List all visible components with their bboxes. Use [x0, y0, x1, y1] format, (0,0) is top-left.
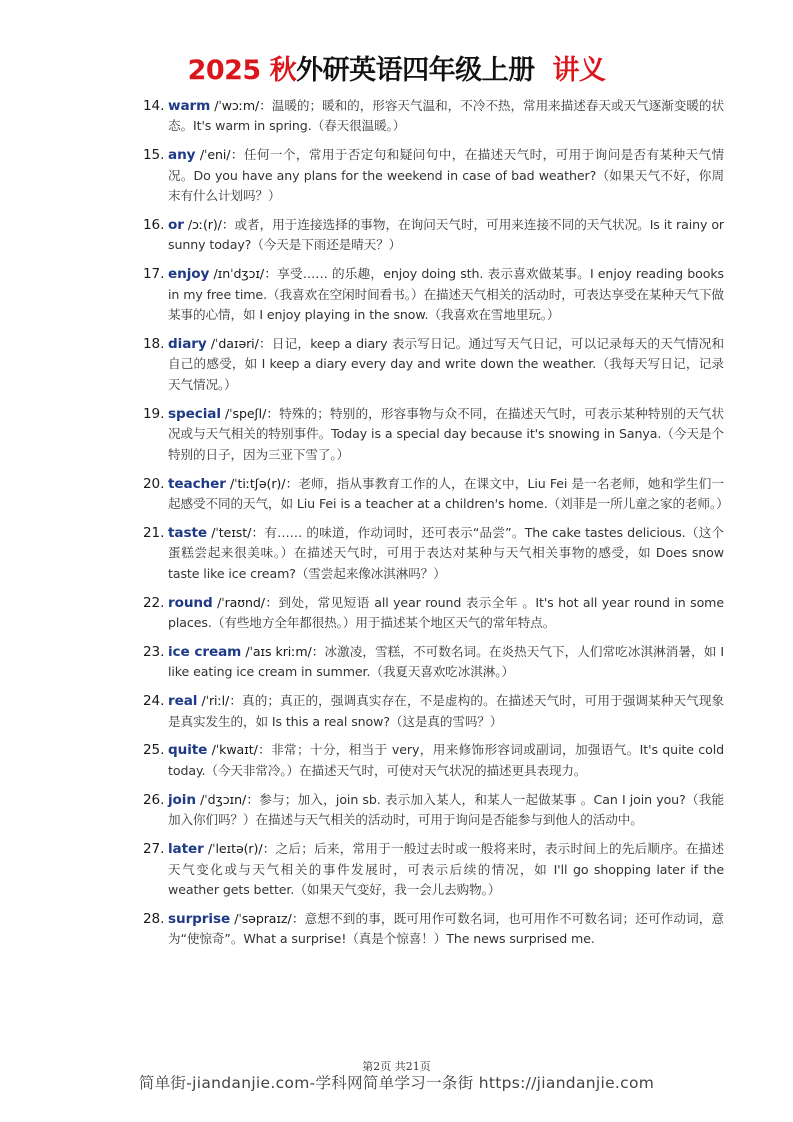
entry-word: warm — [168, 98, 211, 114]
entry-word: quite — [168, 742, 208, 759]
entry-number: 20. — [143, 475, 165, 492]
entry-phonetic: /ˈeni/： — [199, 147, 244, 163]
entry-word: enjoy — [168, 266, 210, 283]
entry-phonetic: /ˈsəpraɪz/： — [234, 910, 305, 926]
entry-word: special — [168, 405, 221, 422]
vocabulary-entry — [138, 523, 724, 584]
entry-definition: 参与；加入，join sb. 表示加入某人，和某人一起做某事 。Can I join you?（我能加入你们吗？）在描述与天气相关的活动时，可用于询问是否能参与到他人的活动中。 — [168, 791, 725, 828]
entry-number: 22. — [143, 594, 165, 611]
entry-number: 26. — [143, 791, 165, 808]
entry-definition: 冰激凌，雪糕，不可数名词。在炎热天气下，人们常吃冰淇淋消暑，如 I like eating ice cream in summer.（我夏天喜欢吃冰淇淋。） — [168, 643, 725, 680]
entry-number: 15. — [143, 147, 165, 164]
entry-definition: 温暖的；暖和的，形容天气温和，不冷不热，常用来描述春天或天气逐渐变暖的状态。It's warm in spring.（春天很温暖。） — [168, 98, 724, 134]
entry-phonetic: /ˈaɪs kriːm/： — [245, 643, 325, 659]
entry-phonetic: /ˈriːl/： — [201, 693, 243, 709]
entry-word: diary — [168, 336, 207, 353]
vocabulary-entry — [138, 839, 724, 900]
entry-phonetic: /ˈraʊnd/： — [217, 594, 279, 610]
entry-number: 16. — [143, 217, 165, 234]
entry-number: 21. — [143, 524, 165, 541]
vocabulary-entry — [138, 264, 724, 325]
entry-word: any — [168, 147, 196, 164]
entry-number: 27. — [143, 841, 165, 858]
entry-definition: 到处，常见短语 all year round 表示全年 。It's hot all year round in some places.（有些地方全年都很热。）用于描述某个地区天气的常年特点。 — [168, 594, 724, 630]
entry-definition: 真的；真正的，强调真实存在，不是虚构的。在描述天气时，可用于强调某种天气现象是真实发生的，如 Is this a real snow?（这是真的雪吗？） — [168, 693, 725, 729]
vocabulary-entry — [138, 790, 724, 831]
page-title — [0, 54, 793, 88]
entry-phonetic: /ˈteɪst/： — [211, 524, 265, 540]
entry-word: round — [168, 594, 213, 611]
entry-number: 24. — [143, 693, 165, 710]
page-number: 第2页 共21页 — [362, 1060, 431, 1073]
vocabulary-entry — [138, 740, 724, 781]
entry-word: ice cream — [168, 643, 242, 660]
entry-number: 17. — [143, 266, 165, 283]
vocabulary-entry — [138, 96, 724, 137]
vocabulary-entry — [138, 334, 724, 395]
entry-definition: 享受…… 的乐趣，enjoy doing sth. 表示喜欢做某事。I enjoy reading books in my free time.（我喜欢在空闲时间看书。）在描述天气相关的活动时，可表达享受在某种天气下做某事的心情，如 I enjoy playing in the snow.（我喜欢在雪地里玩。） — [168, 266, 724, 323]
entry-phonetic: /ˈkwaɪt/： — [211, 742, 272, 758]
entry-number: 19. — [143, 405, 165, 422]
vocabulary-entry — [138, 909, 724, 950]
title-year-season: 2025 秋 — [187, 55, 297, 86]
entry-number: 14. — [143, 98, 165, 114]
vocabulary-entry — [138, 404, 724, 465]
entry-definition: 意想不到的事，既可用作可数名词，也可用作不可数名词；还可作动词，意为“使惊奇”。What a surprise!（真是个惊喜！）The news surprised me. — [168, 910, 725, 947]
title-handout: 讲义 — [552, 55, 606, 86]
vocabulary-entry — [138, 145, 724, 206]
entry-definition: 之后；后来，常用于一般过去时或一般将来时，表示时间上的先后顺序。在描述天气变化或与天气相关的事件发展时，可表示后续的情况，如 I'll go shopping later if the weather gets better.（如果天气变好，我一会儿去购物。） — [168, 841, 724, 897]
entry-phonetic: /ˈdaɪəri/： — [210, 336, 272, 352]
entry-definition: 日记，keep a diary 表示写日记。通过写天气日记，可以记录每天的天气情况和自己的感受，如 I keep a diary every day and write down the weather.（我每天写日记，记录天气情况。） — [168, 336, 725, 392]
entry-definition: 有…… 的味道，作动词时，还可表示“品尝”。The cake tastes delicious.（这个蛋糕尝起来很美味。）在描述天气时，可用于表达对某种与天气相关事物的感受，如 Does snow taste like ice cream?（雪尝起来像冰淇淋吗？） — [168, 524, 724, 581]
title-subject: 外研英语四年级上册 — [296, 55, 535, 86]
entry-word: taste — [168, 524, 207, 541]
entry-word: real — [168, 693, 198, 710]
entry-phonetic: /ɔː(r)/： — [187, 217, 235, 233]
vocabulary-list — [138, 96, 729, 958]
entry-word: later — [168, 841, 204, 858]
entry-definition: 非常；十分，相当于 very，用来修饰形容词或副词，加强语气。It's quite cold today.（今天非常冷。）在描述天气时，可使对天气状况的描述更具表现力。 — [168, 742, 725, 778]
footer-watermark: 简单街-jiandanjie.com-学科网简单学习一条街 https://jiandanjie.com — [138, 1074, 655, 1092]
entry-phonetic: /ˈwɔːm/： — [214, 98, 272, 113]
entry-phonetic: /ˈdʒɔɪn/： — [200, 791, 260, 807]
entry-word: or — [168, 217, 184, 234]
entry-phonetic: /ˈspeʃl/： — [225, 405, 280, 421]
entry-definition: 老师，指从事教育工作的人，在课文中，Liu Fei 是一名老师，她和学生们一起感受不同的天气，如 Liu Fei is a teacher at a children's home.（刘菲是一所儿童之家的老师。） — [168, 475, 729, 511]
entry-number: 18. — [143, 336, 165, 353]
entry-word: teacher — [168, 475, 226, 492]
entry-word: join — [168, 791, 196, 808]
vocabulary-entry — [138, 642, 724, 683]
entry-phonetic: /ˈtiːtʃə(r)/： — [230, 475, 299, 491]
entry-word: surprise — [168, 910, 231, 927]
entry-phonetic: /ɪnˈdʒɔɪ/： — [213, 266, 278, 282]
vocabulary-entry — [138, 593, 724, 634]
vocabulary-entry — [138, 215, 724, 256]
entry-definition: 或者，用于连接选择的事物，在询问天气时，可用来连接不同的天气状况。Is it rainy or sunny today?（今天是下雨还是晴天？） — [168, 217, 724, 253]
entry-number: 28. — [143, 910, 165, 927]
entry-definition: 特殊的；特别的，形容事物与众不同，在描述天气时，可表示某种特别的天气状况或与天气相关的特别事件。Today is a special day because it's snowing in Sanya.（今天是个特别的日子，因为三亚下雪了。） — [168, 405, 724, 462]
entry-number: 23. — [143, 643, 165, 660]
entry-number: 25. — [143, 742, 165, 759]
entry-definition: 任何一个，常用于否定句和疑问句中，在描述天气时，可用于询问是否有某种天气情况。Do you have any plans for the weekend in case of bad weather?（如果天气不好，你周末有什么计划吗？） — [168, 147, 724, 204]
vocabulary-entry — [138, 691, 724, 732]
entry-phonetic: /ˈleɪtə(r)/： — [208, 841, 276, 857]
vocabulary-entry — [138, 474, 729, 515]
